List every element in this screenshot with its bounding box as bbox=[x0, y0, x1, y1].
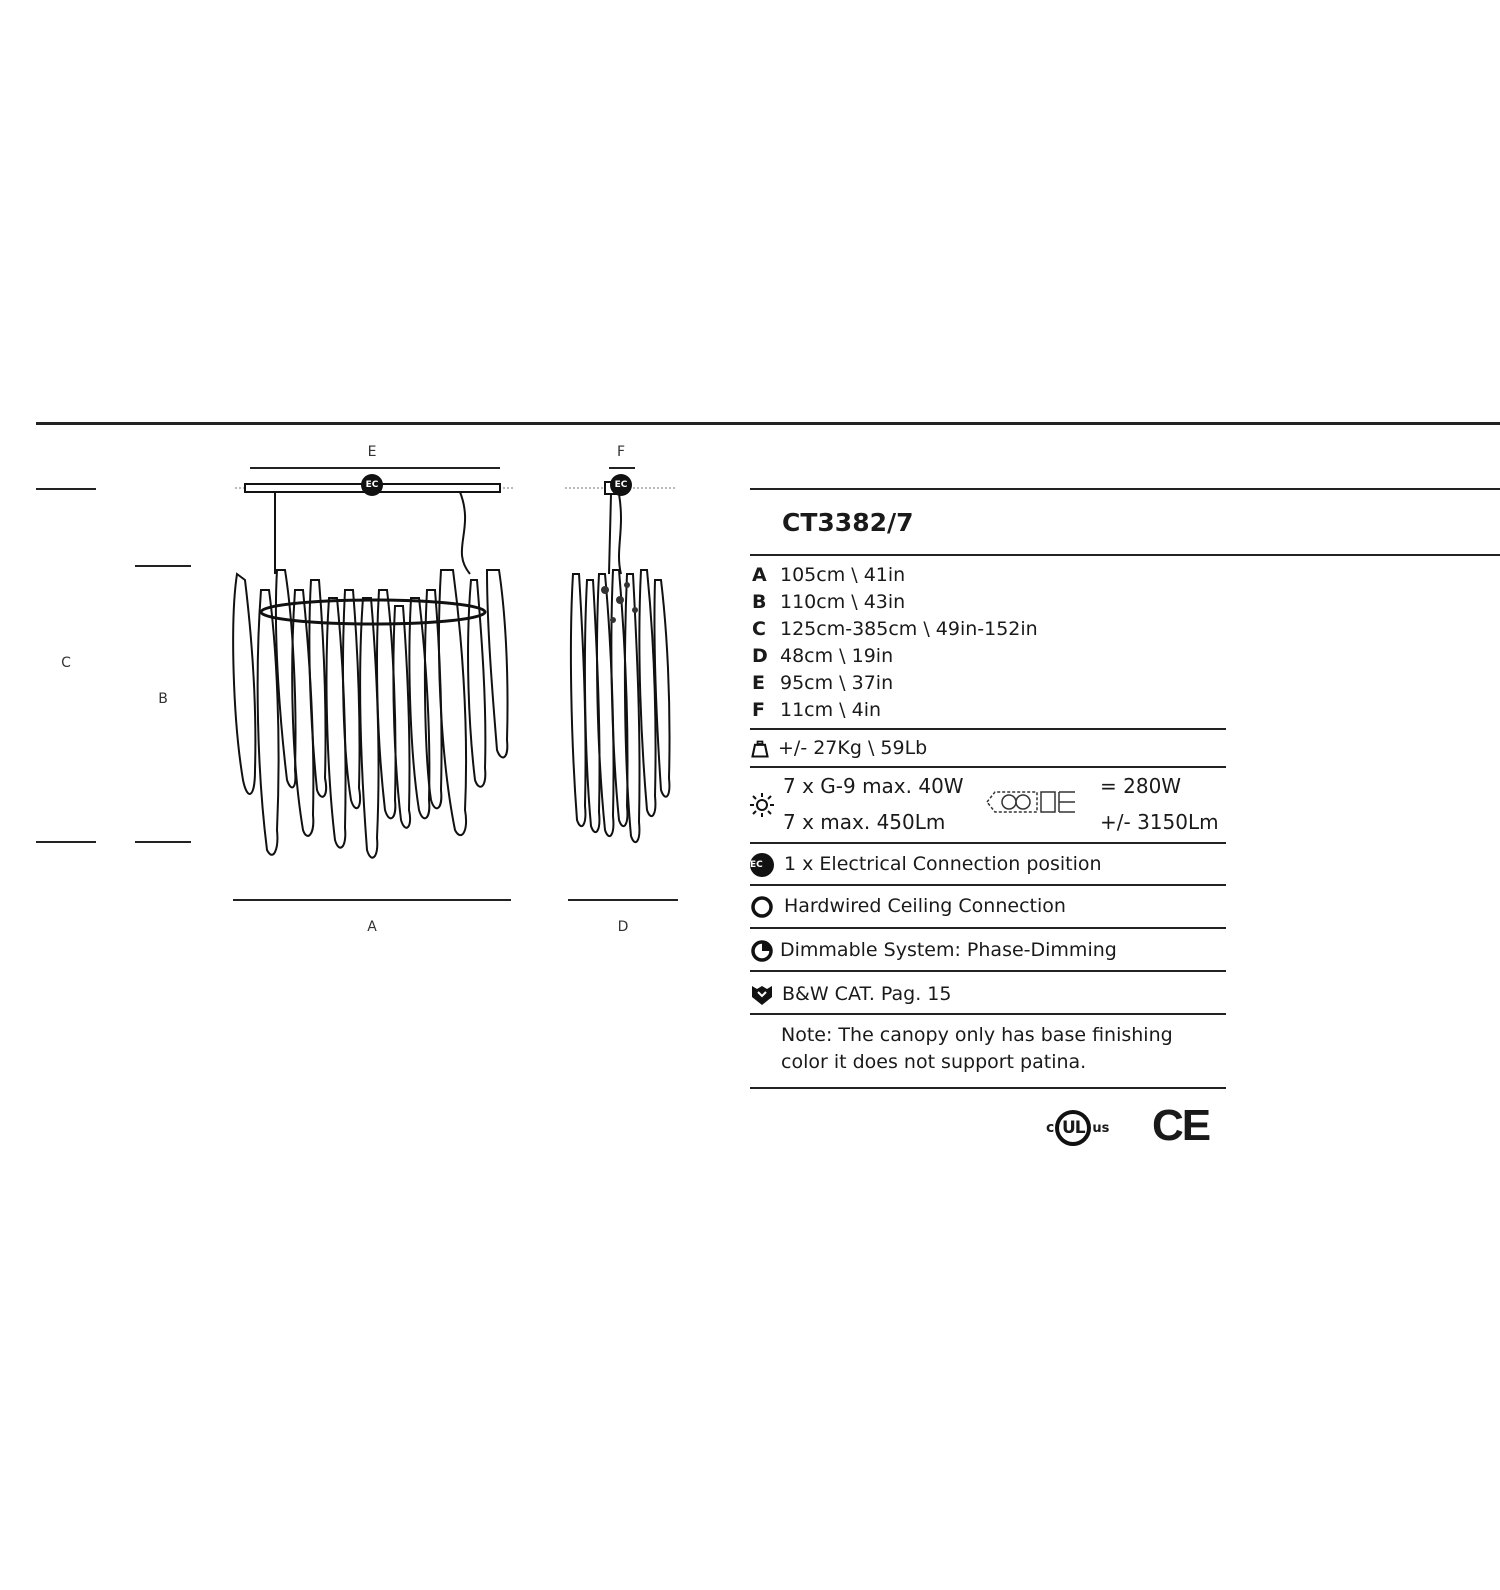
dim-row-d: D 48cm \ 19in bbox=[752, 645, 894, 667]
dim-b-label: B bbox=[158, 691, 168, 707]
catalog-icon bbox=[750, 983, 774, 1007]
g9-lamp-icon bbox=[985, 789, 1081, 815]
electrical-text: 1 x Electrical Connection position bbox=[784, 853, 1102, 875]
divider-6 bbox=[750, 970, 1226, 972]
dim-e-line bbox=[250, 467, 500, 469]
dim-d-label: D bbox=[617, 919, 629, 935]
note-line-1: Note: The canopy only has base finishing bbox=[781, 1024, 1173, 1046]
dim-d-line bbox=[568, 899, 678, 901]
ul-c: c bbox=[1046, 1120, 1055, 1136]
divider-1 bbox=[750, 728, 1226, 730]
catalog-row bbox=[750, 982, 951, 1007]
total-watts-text: = 280W bbox=[1100, 774, 1182, 798]
dim-a-line bbox=[233, 899, 511, 901]
note-line-2: color it does not support patina. bbox=[781, 1051, 1087, 1073]
dim-row-e: E 95cm \ 37in bbox=[752, 672, 894, 694]
total-lumens-text: +/- 3150Lm bbox=[1100, 810, 1219, 834]
dim-row-b: B 110cm \ 43in bbox=[752, 591, 906, 613]
dimmer-icon bbox=[750, 939, 774, 963]
ring-icon bbox=[750, 895, 774, 919]
connection-row bbox=[750, 894, 1066, 919]
dim-c-bottom-tick bbox=[36, 841, 96, 843]
connection-text: Hardwired Ceiling Connection bbox=[784, 895, 1066, 917]
divider-4 bbox=[750, 884, 1226, 886]
ul-circle: UL bbox=[1055, 1110, 1091, 1146]
divider-7 bbox=[750, 1013, 1226, 1015]
dim-e-label: E bbox=[367, 444, 377, 460]
ec-icon: EC bbox=[750, 853, 774, 877]
dim-row-f: F 11cm \ 4in bbox=[752, 699, 882, 721]
divider-3 bbox=[750, 842, 1226, 844]
sun-icon bbox=[749, 792, 775, 818]
dim-c-label: C bbox=[61, 655, 71, 671]
electrical-row bbox=[750, 852, 1102, 877]
ce-mark-icon: CE bbox=[1152, 1101, 1210, 1150]
divider-2 bbox=[750, 766, 1226, 768]
divider-5 bbox=[750, 927, 1226, 929]
front-view-chandelier bbox=[225, 470, 520, 855]
side-ec-badge: EC bbox=[610, 474, 632, 496]
title-under-rule bbox=[750, 554, 1500, 556]
top-rule bbox=[36, 422, 1500, 425]
lumens-text: 7 x max. 450Lm bbox=[783, 810, 946, 834]
dim-a-label: A bbox=[367, 919, 377, 935]
ul-us: us bbox=[1092, 1120, 1110, 1136]
dim-row-a: A 105cm \ 41in bbox=[752, 564, 906, 586]
weight-icon bbox=[750, 738, 770, 760]
ul-mark-icon bbox=[1046, 1106, 1109, 1150]
side-view-chandelier bbox=[565, 470, 685, 855]
weight-text: +/- 27Kg \ 59Lb bbox=[778, 737, 928, 759]
dim-c-top-tick bbox=[36, 488, 96, 490]
divider-8 bbox=[750, 1087, 1226, 1089]
dim-f-label: F bbox=[616, 444, 626, 460]
weight-row bbox=[750, 736, 927, 760]
dim-f-line bbox=[609, 467, 635, 469]
dimming-row bbox=[750, 938, 1117, 963]
lamps-text: 7 x G-9 max. 40W bbox=[783, 774, 964, 798]
front-ec-badge: EC bbox=[361, 474, 383, 496]
dim-b-top-tick bbox=[135, 565, 191, 567]
model-title: CT3382/7 bbox=[782, 508, 914, 537]
dim-row-c: C 125cm-385cm \ 49in-152in bbox=[752, 618, 1038, 640]
dimming-text: Dimmable System: Phase-Dimming bbox=[780, 939, 1117, 961]
dim-b-bottom-tick bbox=[135, 841, 191, 843]
catalog-text: B&W CAT. Pag. 15 bbox=[782, 983, 952, 1005]
spec-top-rule bbox=[750, 488, 1500, 490]
